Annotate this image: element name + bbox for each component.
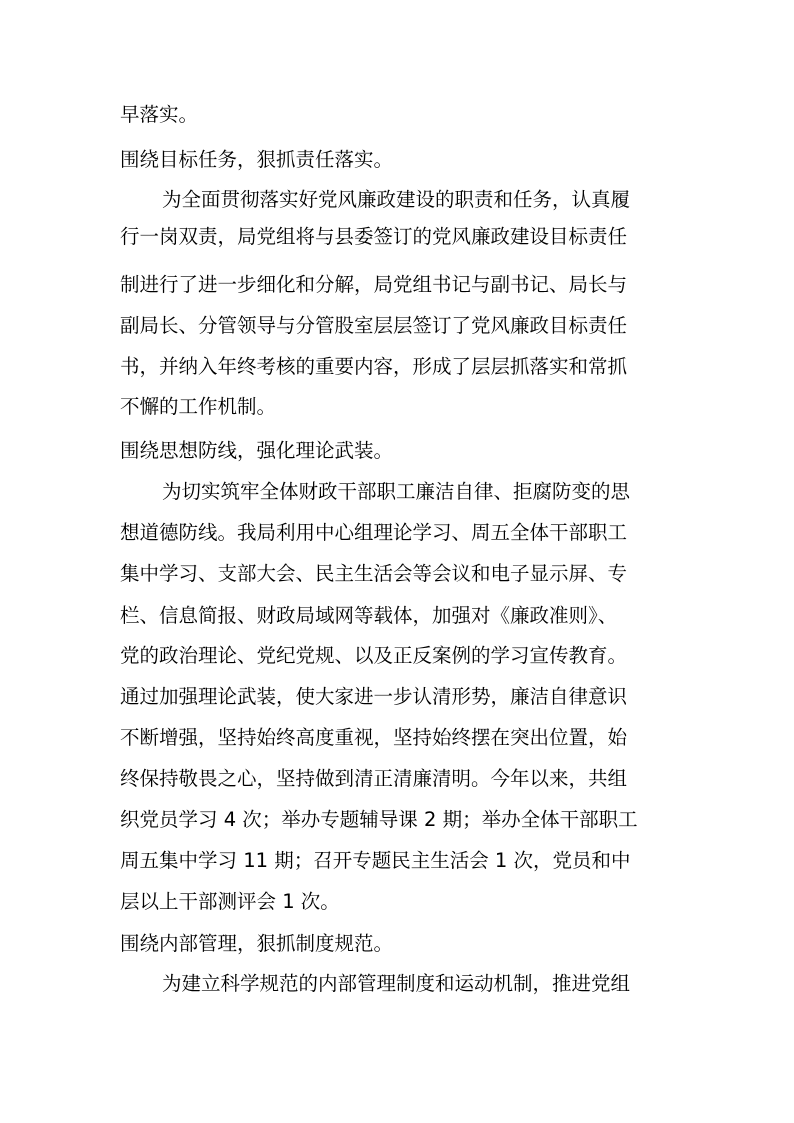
text-line: 集中学习、支部大会、民主生活会等会议和电子显示屏、专 (120, 562, 628, 585)
section-heading: 围绕思想防线，强化理论武装。 (120, 439, 394, 462)
text-line: 通过加强理论武装，使大家进一步认清形势，廉洁自律意识 (120, 685, 628, 708)
paragraph-first-line: 为切实筑牢全体财政干部职工廉洁自律、拒腐防变的思 (162, 480, 631, 503)
text-line: 不断增强，坚持始终高度重视，坚持始终摆在突出位置，始 (120, 726, 628, 749)
text-line: 想道德防线。我局利用中心组理论学习、周五全体干部职工 (120, 521, 628, 544)
text-line: 层以上干部测评会 1 次。 (120, 890, 340, 913)
text-line: 行一岗双责，局党组将与县委签订的党风廉政建设目标责任 (120, 225, 628, 248)
text-line: 不懈的工作机制。 (120, 395, 277, 418)
section-heading: 围绕目标任务，狠抓责任落实。 (120, 148, 394, 171)
text-line: 制进行了进一步细化和分解，局党组书记与副书记、局长与 (120, 273, 628, 296)
text-line: 终保持敬畏之心，坚持做到清正清廉清明。今年以来，共组 (120, 767, 628, 790)
text-line: 周五集中学习 11 期；召开专题民主生活会 1 次，党员和中 (120, 849, 631, 872)
section-heading: 围绕内部管理，狠抓制度规范。 (120, 932, 394, 955)
text-line: 栏、信息简报、财政局域网等载体，加强对《廉政准则》、 (120, 604, 618, 627)
text-line: 早落实。 (120, 103, 199, 126)
paragraph-first-line: 为建立科学规范的内部管理制度和运动机制，推进党组 (162, 972, 631, 995)
text-line: 党的政治理论、党纪党规、以及正反案例的学习宣传教育。 (120, 644, 628, 667)
paragraph-first-line: 为全面贯彻落实好党风廉政建设的职责和任务，认真履 (162, 188, 631, 211)
text-line: 织党员学习 4 次；举办专题辅导课 2 期；举办全体干部职工 (120, 808, 638, 831)
text-line: 副局长、分管领导与分管股室层层签订了党风廉政目标责任 (120, 314, 628, 337)
text-line: 书，并纳入年终考核的重要内容，形成了层层抓落实和常抓 (120, 355, 628, 378)
